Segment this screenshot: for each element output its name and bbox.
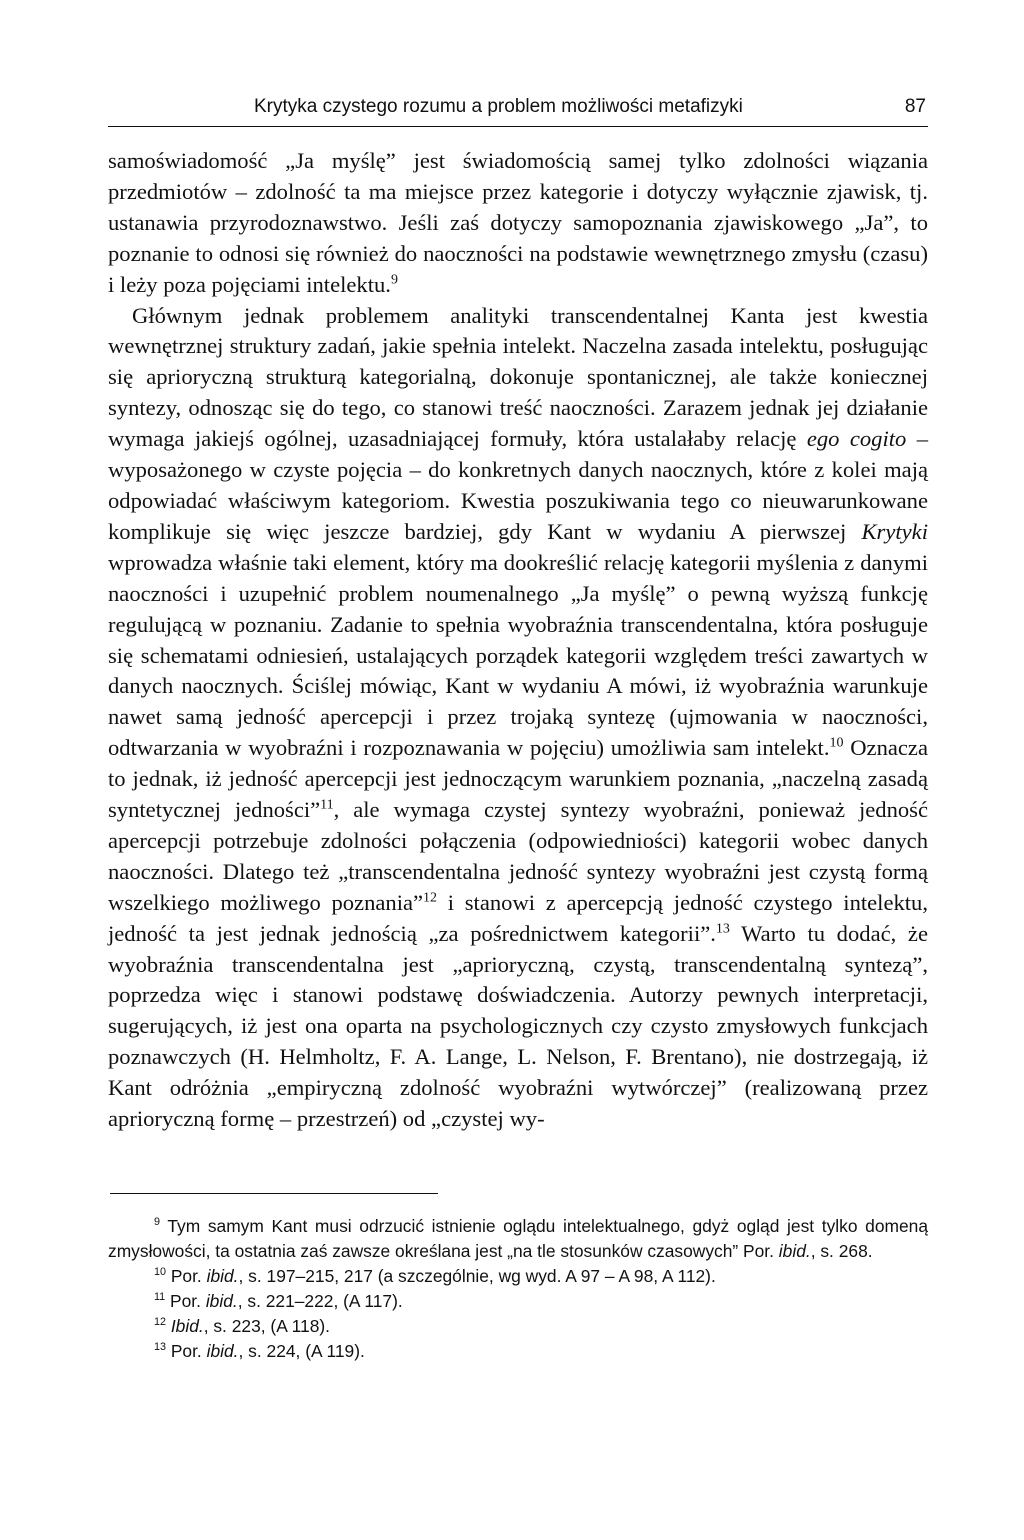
footnote-text: Por. — [170, 1291, 201, 1311]
paragraph-1-text: samoświadomość „Ja myślę” jest świadomością samej tylko zdolności wiązania przedmiotów – zdolność ta ma miejsce przez kategorie i dotyczy wyłącznie zjawisk, tj. ustanawia przyrodoznawstwo. Jeśli zaś dotyczy samopoznania zjawiskowego „Ja”, to poznanie to odnosi się również do naoczności na podstawie wewnętrznego zmysłu (czasu) i leży poza pojęciami intelektu. — [108, 148, 928, 297]
term-krytyki: Krytyki — [861, 518, 928, 544]
footnotes — [108, 1214, 928, 1364]
paragraph-2-text-g: Warto tu dodać, że wyobraźnia transcendentalna jest „aprioryczną, czystą, transcendentalną syntezą”, poprzedza więc i stanowi podstawę doświadczenia. Autorzy pewnych interpretacji, sugerujących, iż jest ona oparta na psychologicznych czy czysto zmysłowych funkcjach poznawczych (H. Helmholtz, F. A. Lange, L. Nelson, F. Brentano), nie dostrzegają, iż Kant odróżnia „empiryczną zdolność wyobraźni wytwórczej” (realizowaną przez aprioryczną formę – przestrzeń) od „czystej wy- — [108, 920, 928, 1132]
footnote-ibid: Ibid. — [170, 1316, 204, 1336]
footnote-ibid: ibid. — [205, 1291, 238, 1311]
term-ego-cogito: ego cogito — [806, 426, 907, 452]
footnote-text: Tym samym Kant musi odrzucić istnienie oglądu intelektualnego, gdyż ogląd jest tylko domeną zmysłowości, ta ostatnia zaś zawsze określana jest „na tle stosunków czasowych” Por. — [108, 1216, 928, 1261]
paragraph-2-text-f: i stanowi z apercepcją jedność czystego intelektu, jedność ta jest jednak jednością „za pośrednictwem kategorii”. — [108, 889, 928, 946]
paragraph-2-text-c: wprowadza właśnie taki element, który ma dookreślić relację kategorii myślenia z danymi naoczności i uzupełnić problem noumenalnego „Ja myślę” o pewną wyższą funkcję regulującą w poznaniu. Zadanie to spełnia wyobraźnia transcendentalna, która posługuje się schematami odniesień, ustalających porządek kategorii względem treści zawartych w danych naocznych. Ściślej mówiąc, Kant w wydaniu A mówi, iż wyobraźnia warunkuje nawet samą jedność apercepcji i przez trojaką syntezę (ujmowania w naoczności, odtwarzania w wyobraźni i rozpoznawania w pojęciu) umożliwia sam intelekt. — [108, 549, 928, 761]
paragraph-2-text-b: – wyposażonego w czyste pojęcia – do konkretnych danych naocznych, które z kolei mają odpowiadać właściwym kategoriom. Kwestia poszukiwania tego co nieuwarunkowane komplikuje się więc jeszcze bardziej, gdy Kant w wydaniu A pierwszej — [108, 426, 928, 544]
paragraph-2-text-a: Głównym jednak problemem analityki transcendentalnej Kanta jest kwestia wewnętrznej struktury zadań, jakie spełnia intelekt. Naczelna zasada intelektu, posługując się aprioryczną strukturą kategorialną, dokonuje spontanicznej, ale także koniecznej syntezy, odnosząc się do tego, co stanowi treść naoczności. Zarazem jednak jej działanie wymaga jakiejś ogólnej, uzasadniającej formuły, która ustalałaby relację — [108, 302, 928, 452]
footnote-13 — [108, 1339, 928, 1364]
paragraph-2-text-e: , ale wymaga czystej syntezy wyobraźni, ponieważ jedność apercepcji potrzebuje zdolności połączenia (odpowiedniości) kategorii wobec danych naoczności. Dlatego też „transcendentalna jedność syntezy wyobraźni jest czystą formą wszelkiego możliwego poznania” — [108, 797, 928, 915]
footnote-text: , s. 224, (A 119). — [238, 1341, 365, 1361]
footnote-ref-13: 13 — [715, 921, 730, 937]
footnote-11 — [108, 1289, 928, 1314]
footnote-text: , s. 268. — [810, 1241, 873, 1261]
running-header — [108, 92, 928, 127]
footnote-number: 9 — [154, 1216, 160, 1229]
footnote-separator — [110, 1193, 438, 1194]
footnote-text: , s. 223, (A 118). — [203, 1316, 331, 1336]
footnote-number: 13 — [154, 1341, 166, 1354]
footnote-ibid: ibid. — [206, 1341, 239, 1361]
footnote-ref-11: 11 — [320, 797, 334, 813]
footnote-10 — [108, 1264, 928, 1289]
running-header-title: Krytyka czystego rozumu a problem możliwości metafizyki — [254, 96, 743, 117]
footnote-number: 11 — [154, 1291, 166, 1304]
footnote-9 — [108, 1214, 928, 1264]
footnote-text: Por. — [170, 1341, 202, 1361]
footnote-ref-12: 12 — [423, 890, 438, 906]
paragraph-2-text-d: Oznacza to jednak, iż jedność apercepcji jest jednoczącym warunkiem poznania, „naczelną zasadą syntetycznej jedności” — [108, 735, 928, 823]
footnote-number: 10 — [154, 1266, 166, 1279]
footnote-text: , s. 221–222, (A 117). — [237, 1291, 403, 1311]
footnote-ibid: ibid. — [778, 1241, 811, 1261]
footnote-ref-9: 9 — [390, 272, 398, 288]
paragraph-2 — [108, 301, 928, 1135]
paragraph-1 — [108, 146, 928, 301]
footnote-12 — [108, 1314, 928, 1339]
footnote-ibid: ibid. — [206, 1266, 239, 1286]
footnote-text: Por. — [170, 1266, 202, 1286]
footnote-ref-10: 10 — [829, 735, 844, 751]
footnote-text: , s. 197–215, 217 (a szczególnie, wg wyd. A 97 – A 98, A 112). — [238, 1266, 716, 1286]
main-text — [108, 146, 928, 1135]
page-number: 87 — [904, 96, 926, 117]
footnote-number: 12 — [154, 1316, 166, 1329]
